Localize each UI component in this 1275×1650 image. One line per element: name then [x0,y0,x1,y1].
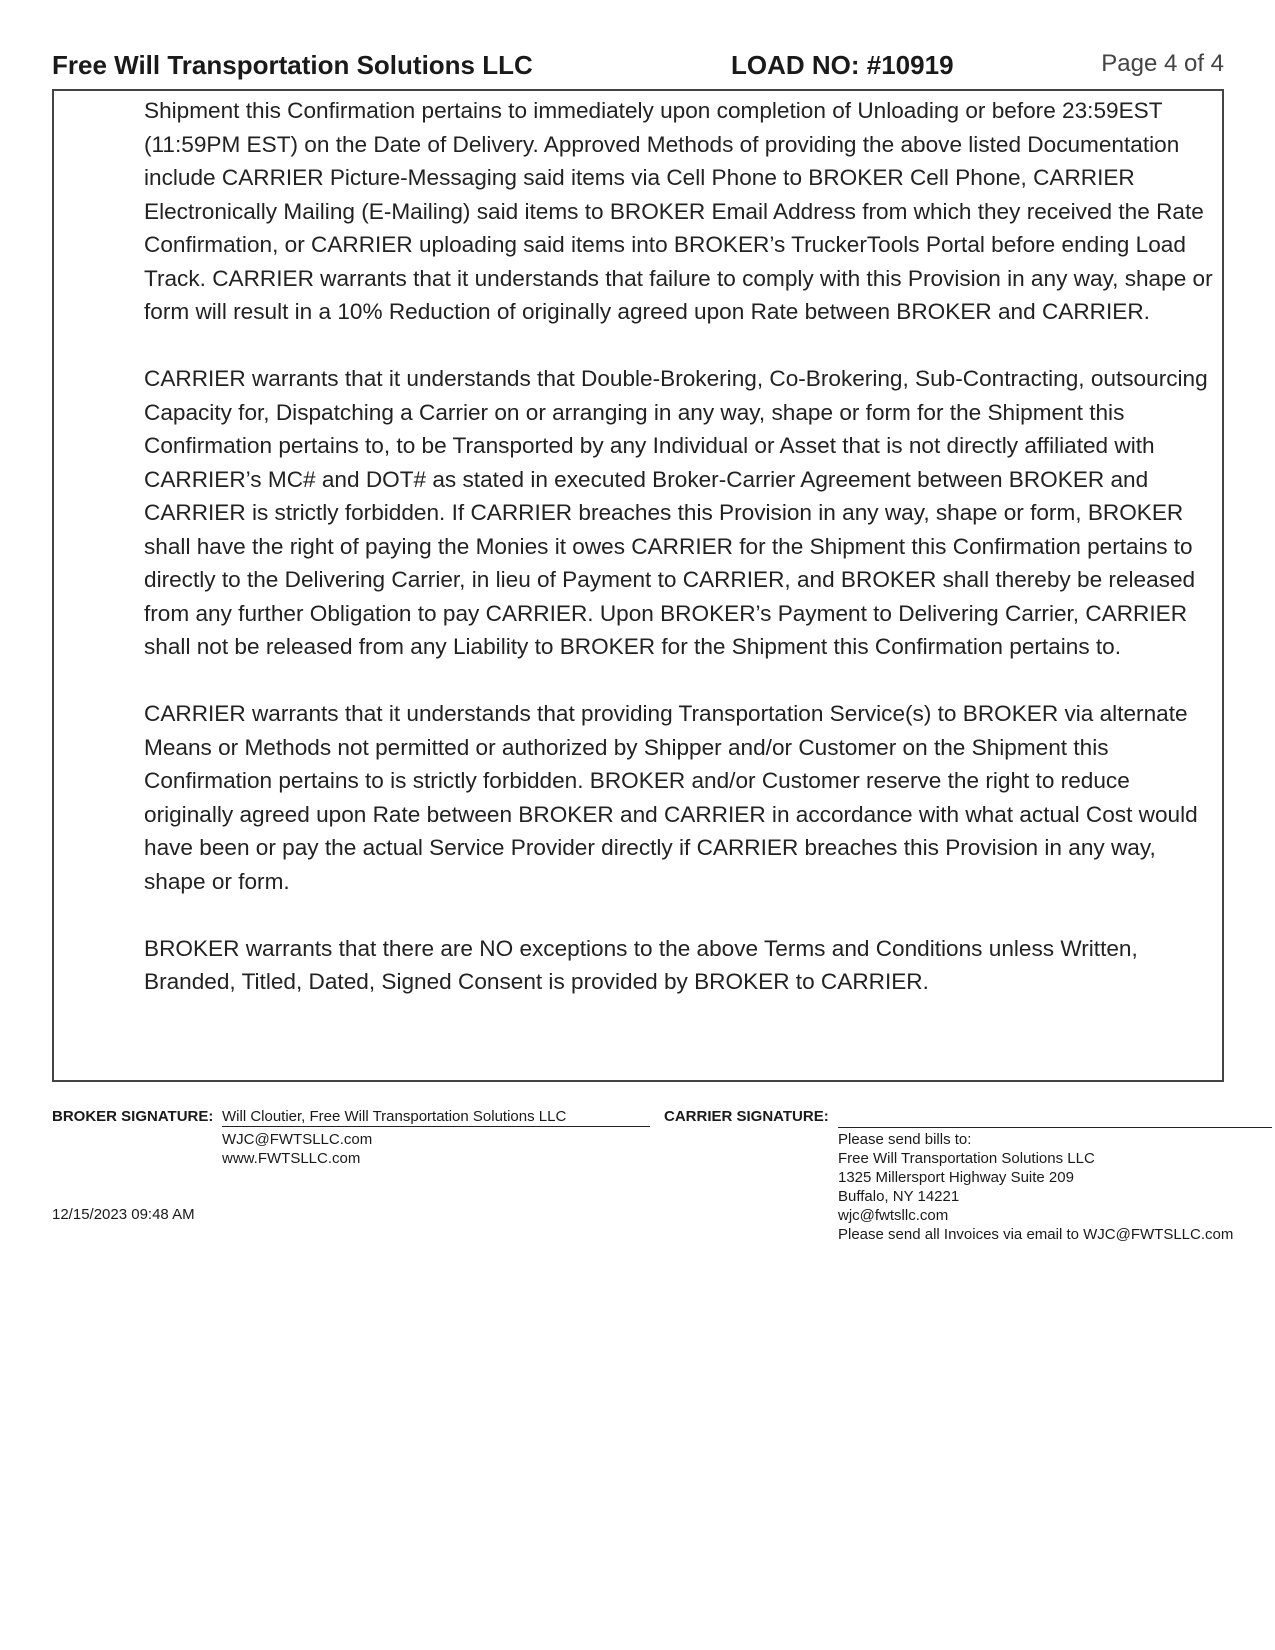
terms-paragraph-1: Shipment this Confirmation pertains to immediately upon completion of Unloading or before 23:59EST (11:59PM EST) on the Date of Delivery. Approved Methods of providing the above listed Documentation include CARRIER Picture-Messaging said items via Cell Phone to BROKER Cell Phone, CARRIER Electronically Mailing (E-Mailing) said items to BROKER Email Address from which they received the Rate Confirmation, or CARRIER uploading said items into BROKER’s TruckerTools Portal before ending Load Track. CARRIER warrants that it understands that failure to comply with this Provision in any way, shape or form will result in a 10% Reduction of originally agreed upon Rate between BROKER and CARRIER. [144,98,1213,324]
broker-signature-value: Will Cloutier, Free Will Transportation Solutions LLC [222,1108,650,1127]
billing-line-3: 1325 Millersport Highway Suite 209 [838,1169,1074,1186]
carrier-signature-label: CARRIER SIGNATURE: [664,1108,829,1125]
broker-signature-label: BROKER SIGNATURE: [52,1108,214,1125]
timestamp: 12/15/2023 09:48 AM [52,1206,195,1223]
billing-line-5: wjc@fwtsllc.com [838,1207,949,1224]
terms-paragraph-3: CARRIER warrants that it understands that providing Transportation Service(s) to BROKER via alternate Means or Methods not permitted or authorized by Shipper and/or Customer on the Shipment this Confirmation pertains to is strictly forbidden. BROKER and/or Customer reserve the right to reduce originally agreed upon Rate between BROKER and CARRIER in accordance with what actual Cost would have been or pay the actual Service Provider directly if CARRIER breaches this Provision in any way, shape or form. [144,701,1198,894]
billing-line-2: Free Will Transportation Solutions LLC [838,1150,1095,1167]
terms-box [52,89,1224,1082]
signature-area [52,1108,1234,1258]
carrier-signature-line[interactable] [838,1127,1272,1128]
billing-line-1: Please send bills to: [838,1131,972,1148]
terms-paragraph-2: CARRIER warrants that it understands that Double-Brokering, Co-Brokering, Sub-Contracting, outsourcing Capacity for, Dispatching a Carrier on or arranging in any way, shape or form for the Shipment this Confirmation pertains to, to be Transported by any Individual or Asset that is not directly affiliated with CARRIER’s MC# and DOT# as stated in executed Broker-Carrier Agreement between BROKER and CARRIER is strictly forbidden. If CARRIER breaches this Provision in any way, shape or form, BROKER shall have the right of paying the Monies it owes CARRIER for the Shipment this Confirmation pertains to directly to the Delivering Carrier, in lieu of Payment to CARRIER, and BROKER shall thereby be released from any further Obligation to pay CARRIER. Upon BROKER’s Payment to Delivering Carrier, CARRIER shall not be released from any Liability to BROKER for the Shipment this Confirmation pertains to. [144,366,1208,659]
billing-line-6: Please send all Invoices via email to WJC@FWTSLLC.com [838,1226,1234,1243]
broker-contact [222,1130,372,1168]
broker-website: www.FWTSLLC.com [222,1150,361,1167]
broker-email: WJC@FWTSLLC.com [222,1131,373,1148]
page-number: Page 4 of 4 [1101,50,1224,77]
load-number: LOAD NO: #10919 [731,50,954,80]
page-header [52,50,1224,86]
billing-line-4: Buffalo, NY 14221 [838,1188,960,1205]
company-name: Free Will Transportation Solutions LLC [52,50,533,80]
terms-paragraph-4: BROKER warrants that there are NO exceptions to the above Terms and Conditions unless Written, Branded, Titled, Dated, Signed Consent is provided by BROKER to CARRIER. [144,935,1138,994]
terms-text [144,94,1214,999]
billing-info [838,1130,1233,1244]
